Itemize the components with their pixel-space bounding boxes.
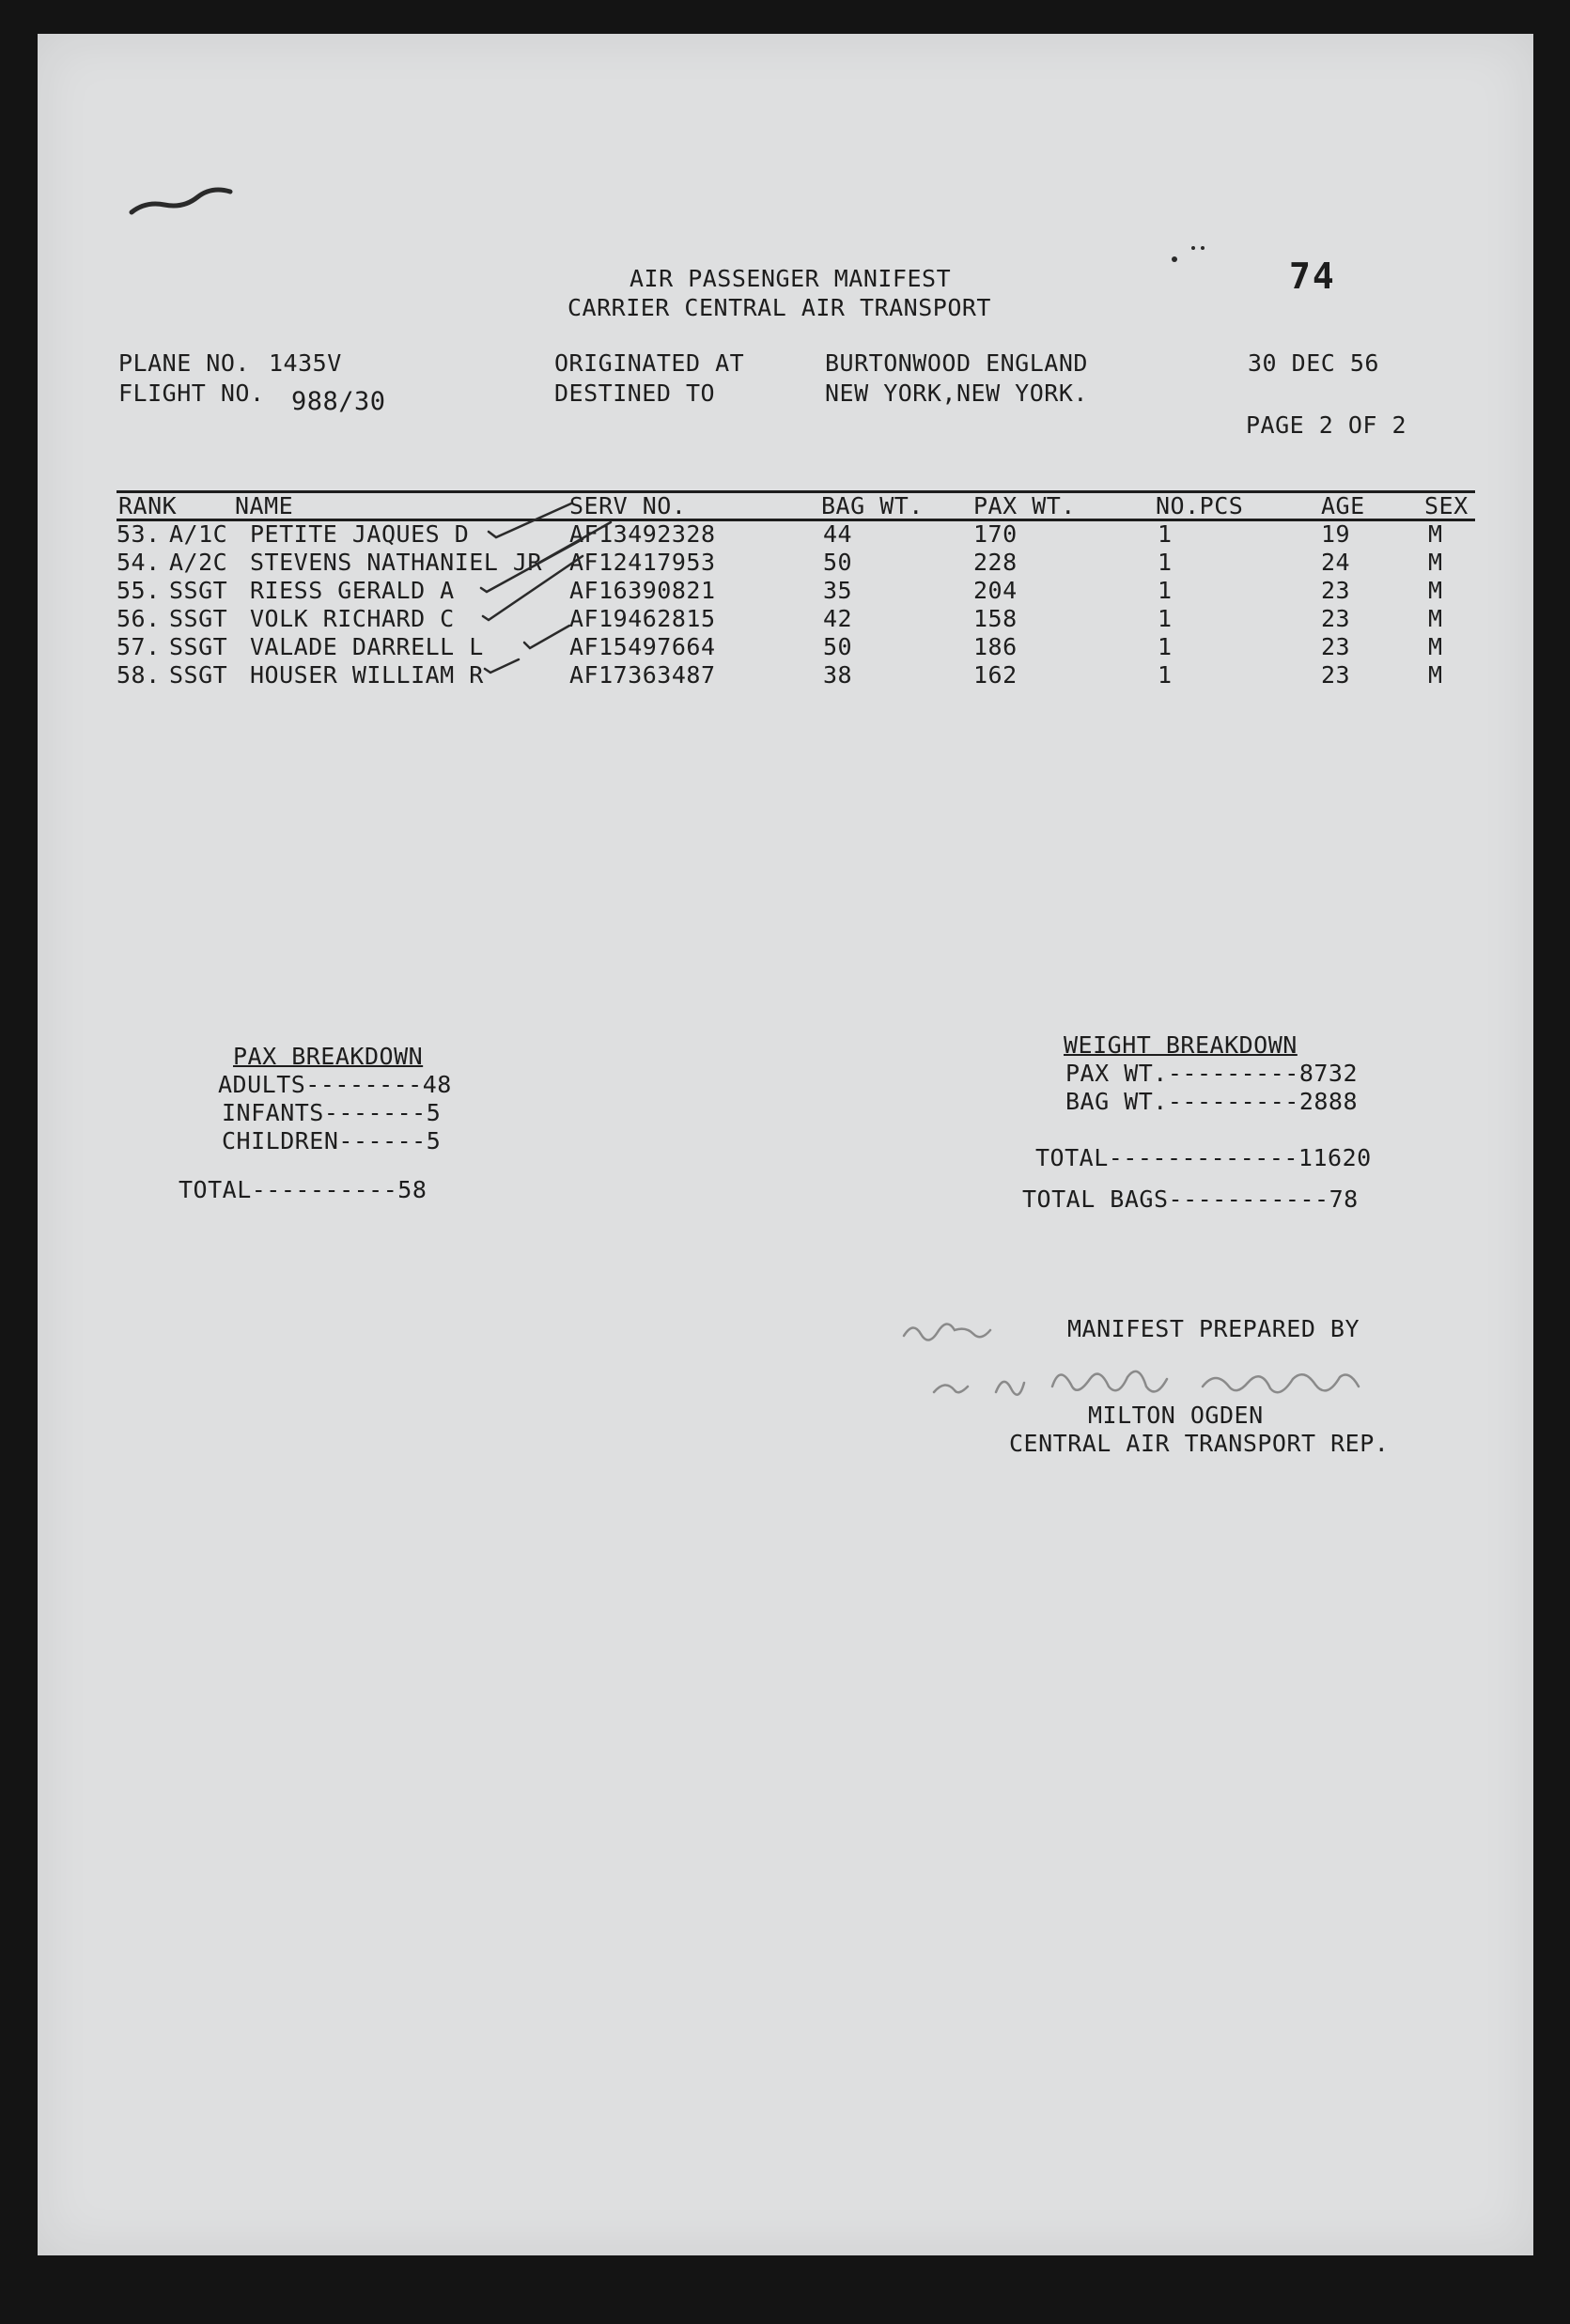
weight-breakdown-title: WEIGHT BREAKDOWN [1064, 1031, 1298, 1059]
row-age: 24 [1321, 549, 1351, 576]
row-name: RIESS GERALD A [250, 577, 455, 604]
pax-adults: ADULTS--------48 [218, 1071, 452, 1098]
preparer-title: CENTRAL AIR TRANSPORT REP. [1009, 1430, 1390, 1457]
row-pcs: 1 [1158, 577, 1173, 604]
checkmark-icon [479, 494, 620, 682]
plane-label: PLANE NO. [118, 349, 250, 377]
row-pcs: 1 [1158, 549, 1173, 576]
row-bag: 50 [823, 633, 853, 660]
row-number: 53. [117, 520, 161, 548]
row-age: 23 [1321, 661, 1351, 689]
row-rank: SSGT [169, 661, 228, 689]
flight-number: 988/30 [291, 387, 386, 416]
page-of: PAGE 2 OF 2 [1246, 411, 1407, 439]
pax-infants: INFANTS-------5 [222, 1099, 442, 1126]
originated-label: ORIGINATED AT [554, 349, 745, 377]
stray-ink-mark [127, 184, 268, 222]
prepared-by-label: MANIFEST PREPARED BY [1067, 1315, 1360, 1342]
pax-breakdown-title: PAX BREAKDOWN [233, 1043, 424, 1070]
row-number: 57. [117, 633, 161, 660]
row-serv: AF16390821 [569, 577, 716, 604]
flight-label: FLIGHT NO. [118, 380, 265, 407]
col-header-sex: SEX [1424, 492, 1469, 519]
table-top-rule [117, 490, 1475, 493]
row-name: STEVENS NATHANIEL JR [250, 549, 543, 576]
row-name: VALADE DARRELL L [250, 633, 484, 660]
preparer-name: MILTON OGDEN [1088, 1402, 1264, 1429]
row-sex: M [1428, 577, 1443, 604]
row-name: HOUSER WILLIAM R [250, 661, 484, 689]
stray-dot-mark [1165, 239, 1212, 267]
manifest-date: 30 DEC 56 [1248, 349, 1379, 377]
row-serv: AF17363487 [569, 661, 716, 689]
row-number: 54. [117, 549, 161, 576]
row-age: 23 [1321, 577, 1351, 604]
row-pcs: 1 [1158, 520, 1173, 548]
row-number: 55. [117, 577, 161, 604]
row-sex: M [1428, 605, 1443, 632]
origin: BURTONWOOD ENGLAND [825, 349, 1088, 377]
weight-total: TOTAL-------------11620 [1035, 1144, 1372, 1171]
destination: NEW YORK,NEW YORK. [825, 380, 1088, 407]
row-age: 23 [1321, 605, 1351, 632]
col-header-serv: SERV NO. [569, 492, 687, 519]
carrier-line: CARRIER CENTRAL AIR TRANSPORT [567, 294, 991, 321]
row-bag: 42 [823, 605, 853, 632]
row-bag: 44 [823, 520, 853, 548]
row-bag: 50 [823, 549, 853, 576]
weight-total-bags: TOTAL BAGS-----------78 [1022, 1185, 1359, 1213]
row-pax: 162 [973, 661, 1018, 689]
row-pax: 186 [973, 633, 1018, 660]
manifest-page [38, 34, 1533, 2255]
row-bag: 35 [823, 577, 853, 604]
col-header-rank: RANK [118, 492, 178, 519]
pax-total: TOTAL----------58 [179, 1176, 427, 1203]
row-pax: 204 [973, 577, 1018, 604]
manifest-title: AIR PASSENGER MANIFEST [630, 265, 952, 292]
row-sex: M [1428, 661, 1443, 689]
row-serv: AF15497664 [569, 633, 716, 660]
col-header-name: NAME [235, 492, 294, 519]
plane-number: 1435V [269, 349, 342, 377]
row-rank: A/1C [169, 520, 228, 548]
row-pcs: 1 [1158, 633, 1173, 660]
row-age: 23 [1321, 633, 1351, 660]
row-pax: 170 [973, 520, 1018, 548]
row-pcs: 1 [1158, 661, 1173, 689]
row-pax: 228 [973, 549, 1018, 576]
row-age: 19 [1321, 520, 1351, 548]
row-name: PETITE JAQUES D [250, 520, 470, 548]
row-number: 58. [117, 661, 161, 689]
row-pcs: 1 [1158, 605, 1173, 632]
pax-children: CHILDREN------5 [222, 1127, 442, 1154]
row-number: 56. [117, 605, 161, 632]
row-serv: AF13492328 [569, 520, 716, 548]
row-serv: AF19462815 [569, 605, 716, 632]
row-name: VOLK RICHARD C [250, 605, 455, 632]
row-pax: 158 [973, 605, 1018, 632]
col-header-pax: PAX WT. [973, 492, 1076, 519]
row-rank: A/2C [169, 549, 228, 576]
row-sex: M [1428, 549, 1443, 576]
destined-label: DESTINED TO [554, 380, 716, 407]
row-rank: SSGT [169, 633, 228, 660]
row-sex: M [1428, 520, 1443, 548]
weight-pax: PAX WT.---------8732 [1065, 1060, 1359, 1087]
row-rank: SSGT [169, 605, 228, 632]
row-sex: M [1428, 633, 1443, 660]
weight-bag: BAG WT.---------2888 [1065, 1088, 1359, 1115]
row-bag: 38 [823, 661, 853, 689]
row-serv: AF12417953 [569, 549, 716, 576]
col-header-bag: BAG WT. [821, 492, 924, 519]
col-header-age: AGE [1321, 492, 1365, 519]
row-rank: SSGT [169, 577, 228, 604]
col-header-pcs: NO.PCS [1156, 492, 1244, 519]
page-number: 74 [1289, 256, 1336, 297]
